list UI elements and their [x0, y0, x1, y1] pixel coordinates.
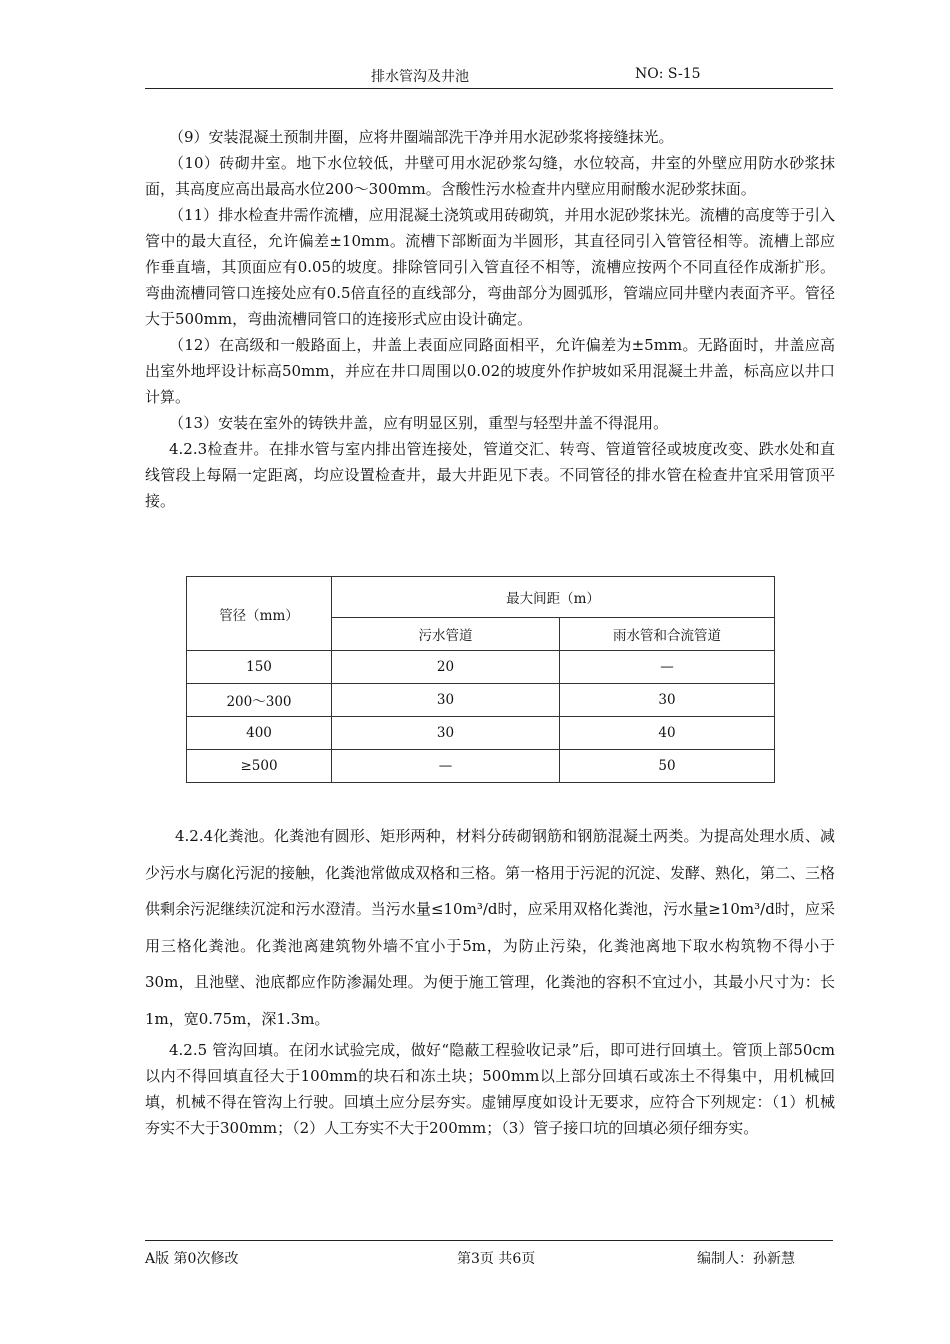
cell-sewage: 20	[332, 651, 560, 684]
cell-rain: 40	[560, 717, 775, 750]
cell-sewage: 30	[332, 717, 560, 750]
cell-diameter: 400	[187, 717, 332, 750]
document-body-lower	[145, 818, 835, 1141]
document-number: NO: S-15	[635, 66, 701, 82]
footer-page-number: 第3页 共6页	[457, 1251, 536, 1267]
header-rain: 雨水管和合流管道	[560, 618, 775, 651]
cell-diameter: 150	[187, 651, 332, 684]
paragraph-4-2-3: 4.2.3检查井。在排水管与室内排出管连接处，管道交汇、转弯、管道管径或坡度改变、跌水处和直线管段上每隔一定距离，均应设置检查井，最大井距见下表。不同管径的排水管在检查井宜采用管顶平接。	[145, 440, 835, 510]
paragraph-10: （10）砖砌井室。地下水位较低，井壁可用水泥砂浆勾缝，水位较高，井室的外壁应用防水砂浆抹面，其高度应高出最高水位200～300mm。含酸性污水检查井内壁应用耐酸水泥砂浆抹面。	[145, 154, 835, 198]
cell-sewage: —	[332, 750, 560, 783]
footer-version: A版 第0次修改	[145, 1251, 239, 1267]
table-header-row	[187, 577, 775, 618]
paragraph-11: （11）排水检查井需作流槽，应用混凝土浇筑或用砖砌筑，并用水泥砂浆抹光。流槽的高度等于引入管中的最大直径，允许偏差±10mm。流槽下部断面为半圆形，其直径同引入管管径相等。流槽上部应作垂直墙，其顶面应有0.05的坡度。排除管同引入管直径不相等，流槽应按两个不同直径作成渐扩形。弯曲流槽同管口连接处应有0.5倍直径的直线部分，弯曲部分为圆弧形，管端应同井壁内表面齐平。管径大于500mm，弯曲流槽同管口的连接形式应由设计确定。	[145, 206, 835, 328]
table-row	[187, 684, 775, 717]
cell-sewage: 30	[332, 684, 560, 717]
table-row	[187, 717, 775, 750]
cell-rain: 30	[560, 684, 775, 717]
header-diameter: 管径（mm）	[187, 577, 332, 651]
header-title: 排水管沟及井池	[371, 69, 469, 85]
table-row	[187, 750, 775, 783]
paragraph-13: （13）安装在室外的铸铁井盖，应有明显区别，重型与轻型井盖不得混用。	[169, 414, 669, 432]
table-row	[187, 651, 775, 684]
paragraph-12: （12）在高级和一般路面上，井盖上表面应同路面相平，允许偏差为±5mm。无路面时，井盖应高出室外地坪设计标高50mm，并应在井口周围以0.02的坡度外作护坡如采用混凝土井盖，标高应以井口计算。	[145, 336, 835, 406]
paragraph-9: （9）安装混凝土预制井圈，应将井圈端部洗干净并用水泥砂浆将接缝抹光。	[169, 128, 674, 146]
paragraph-4-2-5: 4.2.5 管沟回填。在闭水试验完成，做好“隐蔽工程验收记录”后，即可进行回填土。管顶上部50cm以内不得回填直径大于100mm的块石和冻土块；500mm以上部分回填石或冻土不得集中，用机械回填，机械不得在管沟上行驶。回填土应分层夯实。虚铺厚度如设计无要求，应符合下列规定：（1）机械夯实不大于300mm；（2）人工夯实不大于200mm；（3）管子接口坑的回填必须仔细夯实。	[145, 1041, 835, 1137]
page-footer	[145, 1240, 833, 1271]
header-max-distance: 最大间距（m）	[332, 577, 775, 618]
cell-diameter: ≥500	[187, 750, 332, 783]
cell-rain: 50	[560, 750, 775, 783]
page-header	[145, 66, 833, 89]
max-distance-table	[186, 576, 775, 783]
cell-rain: —	[560, 651, 775, 684]
footer-editor: 编制人：孙新慧	[697, 1251, 795, 1267]
document-body	[145, 124, 835, 514]
header-sewage: 污水管道	[332, 618, 560, 651]
cell-diameter: 200～300	[187, 684, 332, 717]
paragraph-4-2-4: 4.2.4化粪池。化粪池有圆形、矩形两种，材料分砖砌钢筋和钢筋混凝土两类。为提高处理水质、减少污水与腐化污泥的接触，化粪池常做成双格和三格。第一格用于污泥的沉淀、发酵、熟化，第二、三格供剩余污泥继续沉淀和污水澄清。当污水量≤10m³/d时，应采用双格化粪池，污水量≥10m³/d时，应采用三格化粪池。化粪池离建筑物外墙不宜小于5m，为防止污染，化粪池离地下取水构筑物不得小于30m，且池壁、池底都应作防渗漏处理。为便于施工管理，化粪池的容积不宜过小，其最小尺寸为：长1m，宽0.75m，深1.3m。	[145, 827, 836, 1028]
